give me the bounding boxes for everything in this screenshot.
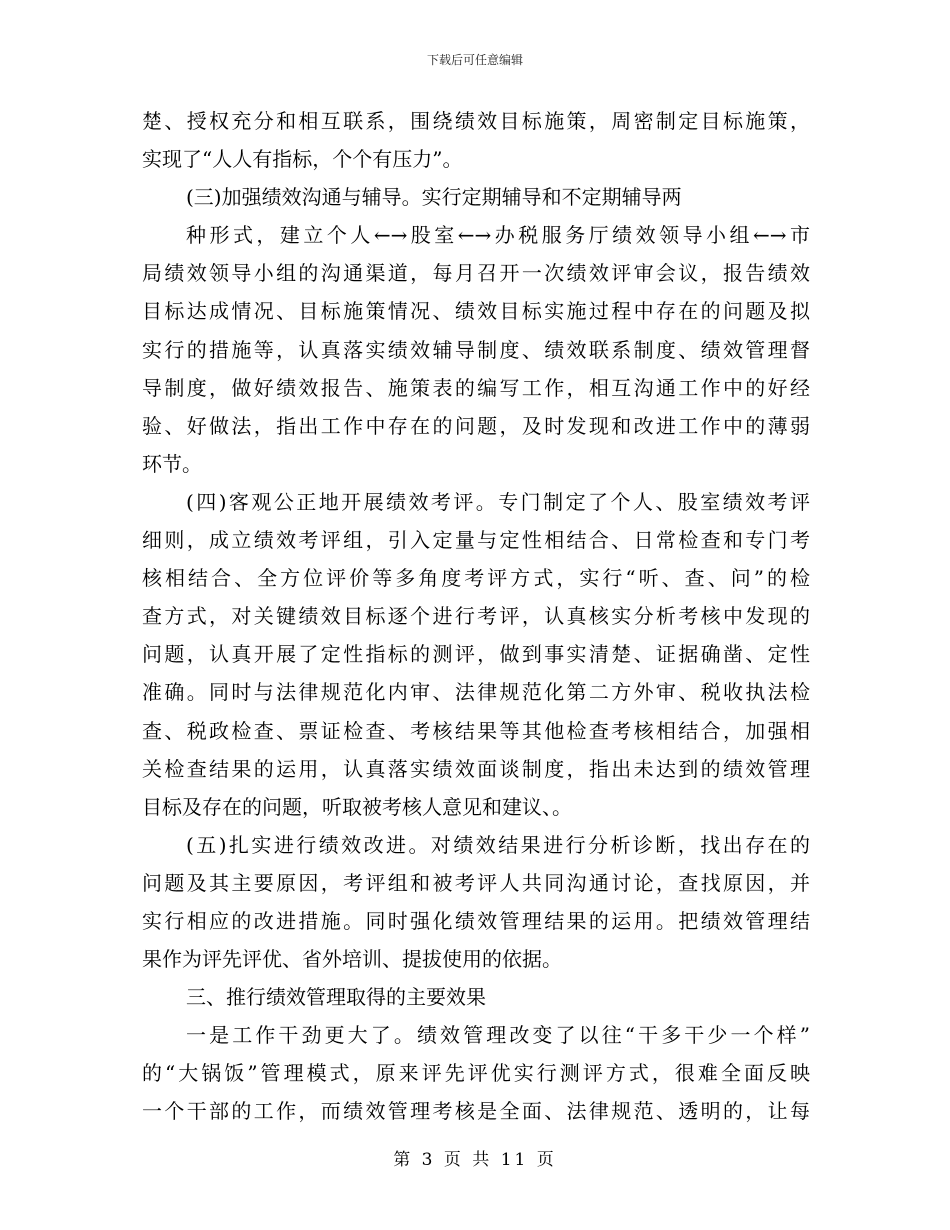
text-line: 三、推行绩效管理取得的主要效果 [186, 985, 486, 1010]
text-line: 细则，成立绩效考评组，引入定量与定性相结合、日常检查和专门考 [142, 528, 810, 553]
text-line: 局绩效领导小组的沟通渠道，每月召开一次绩效评审会议，报告绩效 [142, 261, 810, 286]
text-line: 问题，认真开展了定性指标的测评，做到事实清楚、证据确凿、定性 [142, 642, 810, 667]
text-line: 查方式，对关键绩效目标逐个进行考评，认真核实分析考核中发现的 [142, 604, 810, 629]
text-line: 关检查结果的运用，认真落实绩效面谈制度，指出未达到的绩效管理 [142, 756, 810, 781]
text-line: 实现了“人人有指标，个个有压力”。 [142, 147, 463, 172]
text-line: 环节。 [142, 451, 202, 476]
text-line: 果作为评先评优、省外培训、提拔使用的依据。 [142, 947, 562, 972]
text-line: 核相结合、全方位评价等多角度考评方式，实行“听、查、问”的检 [142, 566, 810, 591]
text-line: (五)扎实进行绩效改进。对绩效结果进行分析诊断，找出存在的 [186, 832, 810, 857]
text-line: 目标达成情况、目标施策情况、绩效目标实施过程中存在的问题及拟 [142, 299, 810, 324]
page-footer: 第 3 页 共 11 页 [393, 1150, 557, 1170]
text-line: 实行的措施等，认真落实绩效辅导制度、绩效联系制度、绩效管理督 [142, 337, 810, 362]
text-line: 的“大锅饭”管理模式，原来评先评优实行测评方式，很难全面反映 [142, 1061, 810, 1086]
text-line: 目标及存在的问题，听取被考核人意见和建议、。 [142, 794, 572, 819]
text-line: 查、税政检查、票证检查、考核结果等其他检查考核相结合，加强相 [142, 718, 810, 743]
text-line: (四)客观公正地开展绩效考评。专门制定了个人、股室绩效考评 [186, 489, 810, 514]
text-line: 一是工作干劲更大了。绩效管理改变了以往“干多干少一个样” [186, 1023, 810, 1048]
text-line: 准确。同时与法律规范化内审、法律规范化第二方外审、税收执法检 [142, 680, 810, 705]
document-body [142, 102, 810, 1131]
text-line: (三)加强绩效沟通与辅导。实行定期辅导和不定期辅导两 [186, 185, 682, 210]
text-line: 问题及其主要原因，考评组和被考评人共同沟通讨论，查找原因，并 [142, 870, 810, 895]
text-line: 楚、授权充分和相互联系，围绕绩效目标施策，周密制定目标施策， [142, 109, 810, 133]
text-line: 导制度，做好绩效报告、施策表的编写工作，相互沟通工作中的好经 [142, 375, 810, 400]
text-line: 验、好做法，指出工作中存在的问题，及时发现和改进工作中的薄弱 [142, 413, 810, 438]
text-line: 一个干部的工作，而绩效管理考核是全面、法律规范、透明的，让每 [142, 1099, 810, 1124]
text-line: 实行相应的改进措施。同时强化绩效管理结果的运用。把绩效管理结 [142, 908, 810, 933]
text-line: 种形式，建立个人←→股室←→办税服务厅绩效领导小组←→市 [186, 223, 810, 248]
page-header: 下载后可任意编辑 [426, 53, 523, 67]
